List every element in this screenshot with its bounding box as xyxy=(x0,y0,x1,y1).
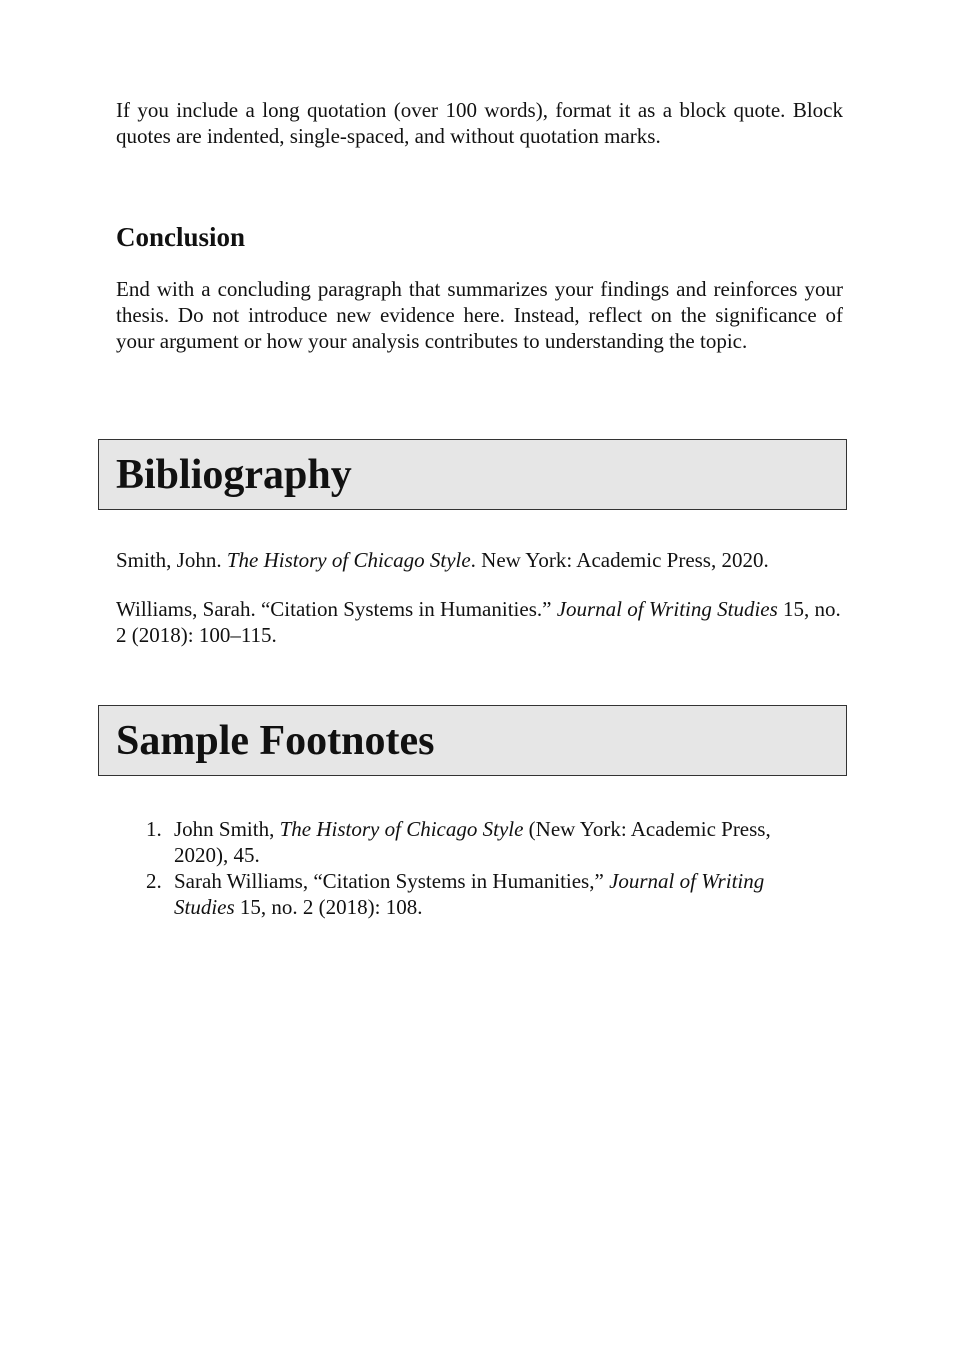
entry-author: Williams, Sarah. “Citation Systems in Humanities.” xyxy=(116,597,557,621)
entry-title: Journal of Writing Studies xyxy=(556,597,778,621)
bibliography-heading-box xyxy=(98,439,847,510)
footnote-item xyxy=(116,816,816,868)
footnote-title: The History of Chicago Style xyxy=(279,817,524,841)
footnote-number: 2. xyxy=(146,869,162,893)
footnote-title: Journal of Writing Studies xyxy=(174,869,765,919)
footnotes-heading-box xyxy=(98,705,847,776)
footnote-item xyxy=(116,868,816,920)
conclusion-heading: Conclusion xyxy=(116,222,246,252)
entry-publication: 15, no. 2 (2018): 100–115. xyxy=(116,597,841,647)
footnote-text: (New York: Academic Press, 2020), 45. xyxy=(174,817,771,867)
entry-author: Smith, John. xyxy=(116,548,227,572)
bibliography-entry xyxy=(116,547,846,573)
bibliography-heading: Bibliography xyxy=(116,452,352,498)
footnote-text: Sarah Williams, “Citation Systems in Humanities,” xyxy=(174,869,610,893)
conclusion-paragraph: End with a concluding paragraph that summarizes your findings and reinforces your thesis. Do not introduce new evidence here. Instead, reflect on the significance of your argument or how your analysis contributes to understanding the topic. xyxy=(116,277,843,353)
footnote-text: 15, no. 2 (2018): 108. xyxy=(234,895,423,919)
bibliography-entry xyxy=(116,596,846,648)
entry-title: The History of Chicago Style xyxy=(226,548,471,572)
footnote-text: John Smith, xyxy=(174,817,280,841)
footnotes-heading: Sample Footnotes xyxy=(116,718,435,764)
footnotes-list xyxy=(116,816,816,920)
entry-publication: . New York: Academic Press, 2020. xyxy=(470,548,769,572)
footnote-number: 1. xyxy=(146,817,162,841)
intro-paragraph: If you include a long quotation (over 100 words), format it as a block quote. Block quotes are indented, single-spaced, and without quotation marks. xyxy=(116,98,843,148)
